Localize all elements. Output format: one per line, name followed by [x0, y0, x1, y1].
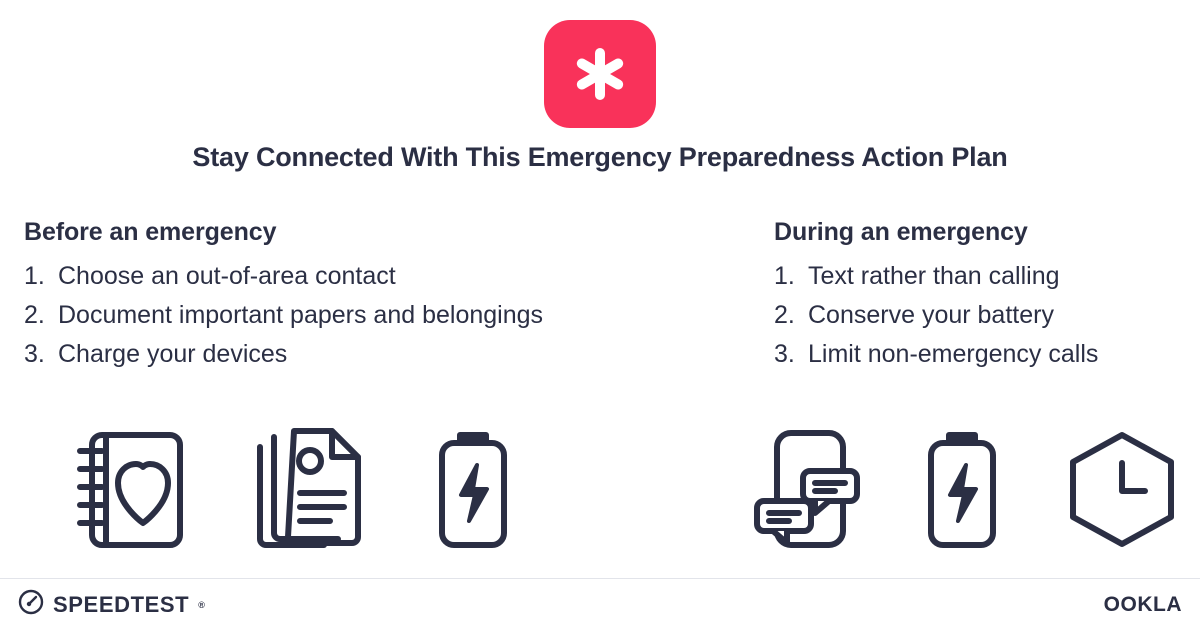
documents-stack-icon — [250, 425, 370, 555]
logo-area — [0, 20, 1200, 128]
list-item-text: Text rather than calling — [808, 262, 1060, 290]
icon-documents-stack-container — [250, 420, 370, 560]
column-heading-during: During an emergency — [774, 218, 1028, 246]
list-item-number: 3. — [774, 340, 795, 368]
icon-row-during — [745, 420, 1185, 560]
asterisk-icon — [568, 42, 632, 106]
list-item-text: Conserve your battery — [808, 301, 1054, 329]
icon-phone-message-container — [745, 420, 865, 560]
list-item — [774, 296, 1200, 335]
battery-charge-icon — [430, 425, 516, 555]
icon-battery-left-container — [430, 420, 516, 560]
list-item — [24, 257, 750, 296]
column-heading-before: Before an emergency — [24, 218, 277, 246]
page-title: Stay Connected With This Emergency Preparedness Action Plan — [192, 142, 1008, 172]
clock-hexagon-icon — [1059, 427, 1185, 553]
list-item — [24, 296, 750, 335]
list-item-text: Choose an out-of-area contact — [58, 262, 396, 290]
list-item — [24, 335, 750, 374]
list-item-text: Document important papers and belongings — [58, 301, 544, 329]
speedtest-meter-icon — [18, 589, 44, 620]
icon-clock-hexagon-container — [1059, 420, 1185, 560]
icon-notebook-heart-container — [70, 420, 190, 560]
list-item-text: Charge your devices — [58, 340, 288, 368]
list-item-number: 1. — [774, 262, 795, 290]
list-during-emergency — [774, 257, 1200, 374]
battery-charge-icon — [919, 425, 1005, 555]
list-item-number: 1. — [24, 262, 45, 290]
speedtest-badge — [544, 20, 656, 128]
columns-container — [0, 218, 1200, 374]
speedtest-brand — [18, 589, 205, 620]
icon-battery-right-container — [913, 420, 1011, 560]
icon-row-before — [70, 420, 510, 560]
list-item — [774, 335, 1200, 374]
list-item-number: 3. — [24, 340, 45, 368]
ookla-label: OOKLA — [1103, 592, 1182, 616]
list-before-emergency — [24, 257, 750, 374]
column-during-emergency — [750, 218, 1200, 374]
list-item-text: Limit non-emergency calls — [808, 340, 1099, 368]
list-item — [774, 257, 1200, 296]
list-item-number: 2. — [24, 301, 45, 329]
speedtest-trademark: ® — [198, 599, 205, 610]
column-before-emergency — [0, 218, 750, 374]
speedtest-wordmark: SPEEDTEST — [53, 591, 190, 617]
ookla-wordmark — [1104, 593, 1182, 617]
phone-message-icon — [745, 425, 865, 555]
list-item-number: 2. — [774, 301, 795, 329]
footer — [0, 579, 1200, 630]
notebook-heart-icon — [70, 425, 190, 555]
